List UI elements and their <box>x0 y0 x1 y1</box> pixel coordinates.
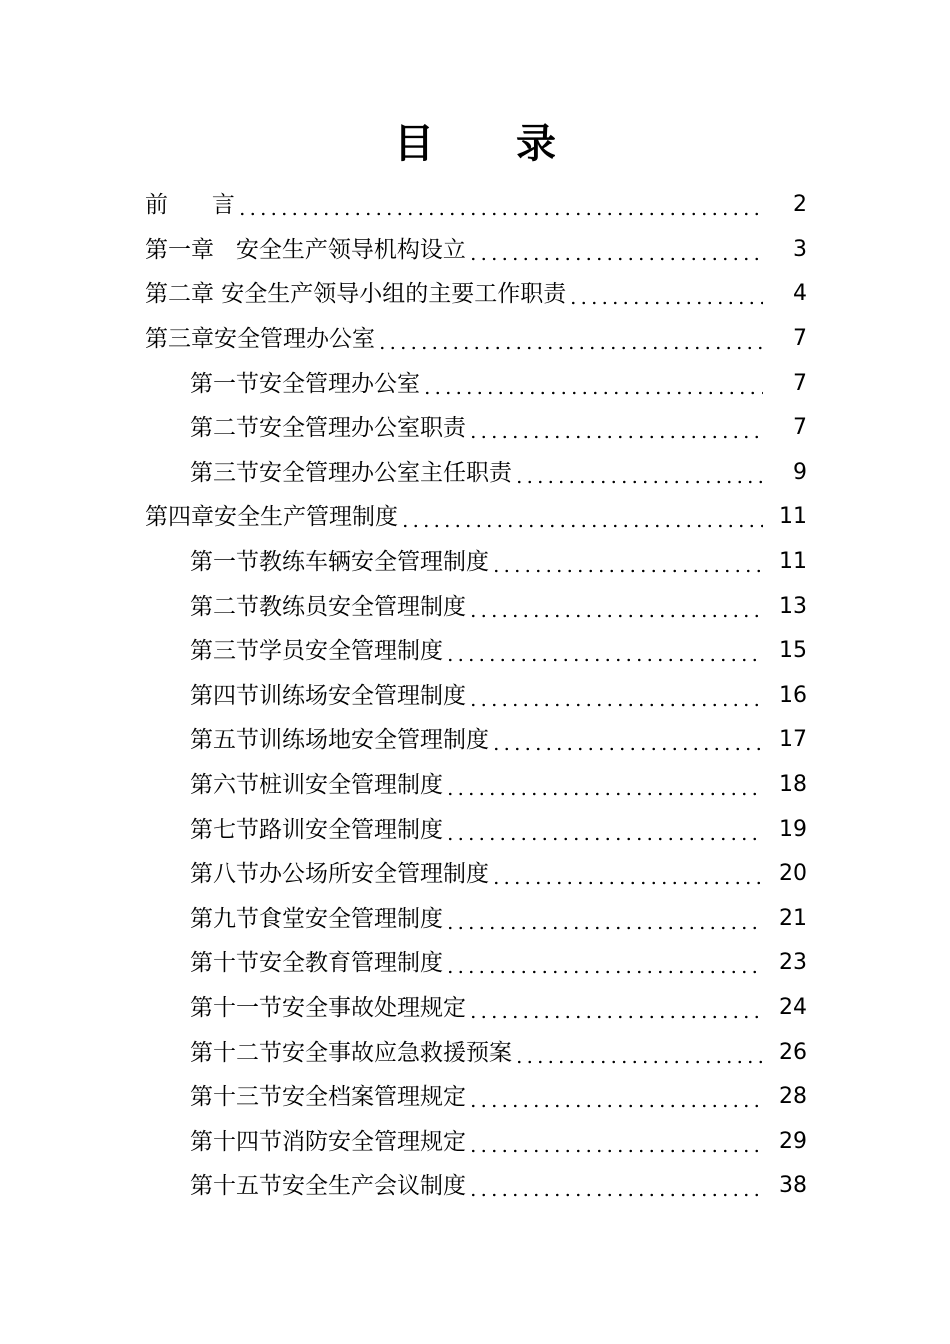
dot-leader <box>514 1038 763 1068</box>
dot-leader <box>491 859 763 889</box>
toc-entry-label: 第三章安全管理办公室 <box>145 326 375 353</box>
toc-entry-page-number: 26 <box>779 1039 807 1065</box>
dot-leader <box>445 904 763 934</box>
toc-entry-page-number: 9 <box>793 459 807 485</box>
dot-leader <box>468 235 763 265</box>
toc-entry-label: 第七节路训安全管理制度 <box>190 816 443 843</box>
toc-entry[interactable] <box>0 674 950 719</box>
dot-leader <box>445 948 763 978</box>
toc-entry[interactable] <box>0 852 950 897</box>
dot-leader <box>377 324 763 354</box>
toc-entry-label: 第一章 安全生产领导机构设立 <box>145 236 466 263</box>
dot-leader <box>468 993 763 1023</box>
toc-entry[interactable] <box>0 317 950 362</box>
toc-entry-label: 第五节训练场地安全管理制度 <box>190 727 489 754</box>
toc-entry[interactable] <box>0 941 950 986</box>
toc-entry-label: 前 言 <box>145 192 235 219</box>
toc-entry[interactable] <box>0 1075 950 1120</box>
dot-leader <box>445 770 763 800</box>
toc-entry-page-number: 7 <box>793 415 807 441</box>
toc-entry-label: 第十四节消防安全管理规定 <box>190 1128 466 1155</box>
toc-entry-label: 第六节桩训安全管理制度 <box>190 772 443 799</box>
toc-entry[interactable] <box>0 361 950 406</box>
toc-entry-page-number: 16 <box>779 682 807 708</box>
toc-entry-label: 第四章安全生产管理制度 <box>145 504 398 531</box>
dot-leader <box>468 592 763 622</box>
toc-entry-page-number: 3 <box>793 236 807 262</box>
dot-leader <box>422 369 763 399</box>
toc-entry-label: 第十五节安全生产会议制度 <box>190 1173 466 1200</box>
toc-entry-label: 第三节学员安全管理制度 <box>190 638 443 665</box>
dot-leader <box>445 636 763 666</box>
toc-entry-label: 第一节安全管理办公室 <box>190 370 420 397</box>
toc-entry-page-number: 13 <box>779 593 807 619</box>
toc-entry[interactable] <box>0 986 950 1031</box>
dot-leader <box>400 502 763 532</box>
dot-leader <box>445 815 763 845</box>
toc-entry-page-number: 4 <box>793 281 807 307</box>
toc-entry[interactable] <box>0 763 950 808</box>
toc-entry-page-number: 29 <box>779 1128 807 1154</box>
toc-entry-page-number: 18 <box>779 772 807 798</box>
toc-entry[interactable] <box>0 451 950 496</box>
toc-entry-label: 第四节训练场安全管理制度 <box>190 682 466 709</box>
dot-leader <box>568 279 763 309</box>
toc-entry-label: 第三节安全管理办公室主任职责 <box>190 459 512 486</box>
toc-entry-label: 第十二节安全事故应急救援预案 <box>190 1039 512 1066</box>
toc-entry-page-number: 11 <box>779 504 807 530</box>
toc-entry[interactable] <box>0 272 950 317</box>
toc-entry-page-number: 15 <box>779 638 807 664</box>
dot-leader <box>237 190 763 220</box>
toc-entry[interactable] <box>0 495 950 540</box>
toc-entry-label: 第一节教练车辆安全管理制度 <box>190 549 489 576</box>
dot-leader <box>468 1171 763 1201</box>
toc-entry[interactable] <box>0 228 950 273</box>
toc-entry[interactable] <box>0 1164 950 1209</box>
dot-leader <box>468 681 763 711</box>
dot-leader <box>468 413 763 443</box>
toc-entry-page-number: 24 <box>779 994 807 1020</box>
dot-leader <box>468 1082 763 1112</box>
toc-entry[interactable] <box>0 406 950 451</box>
toc-entry-page-number: 28 <box>779 1084 807 1110</box>
toc-entry[interactable] <box>0 540 950 585</box>
toc-entry-page-number: 20 <box>779 861 807 887</box>
toc-entry-page-number: 7 <box>793 370 807 396</box>
toc-entry[interactable] <box>0 629 950 674</box>
toc-entry-page-number: 2 <box>793 192 807 218</box>
toc-entry-label: 第二节安全管理办公室职责 <box>190 415 466 442</box>
toc-entry-page-number: 7 <box>793 326 807 352</box>
dot-leader <box>491 725 763 755</box>
toc-entry[interactable] <box>0 584 950 629</box>
page-title: 目 录 <box>394 121 590 167</box>
toc-entry-page-number: 21 <box>779 905 807 931</box>
toc-entry-page-number: 38 <box>779 1173 807 1199</box>
toc-entry-page-number: 19 <box>779 816 807 842</box>
toc-entry-label: 第十三节安全档案管理规定 <box>190 1084 466 1111</box>
toc-entry[interactable] <box>0 183 950 228</box>
dot-leader <box>468 1127 763 1157</box>
toc-entry-page-number: 23 <box>779 950 807 976</box>
dot-leader <box>491 547 763 577</box>
table-of-contents <box>0 183 950 1209</box>
toc-entry-label: 第二章 安全生产领导小组的主要工作职责 <box>145 281 567 308</box>
toc-entry[interactable] <box>0 1119 950 1164</box>
dot-leader <box>514 458 763 488</box>
toc-entry[interactable] <box>0 807 950 852</box>
toc-entry-label: 第十一节安全事故处理规定 <box>190 994 466 1021</box>
toc-entry-label: 第十节安全教育管理制度 <box>190 950 443 977</box>
toc-entry[interactable] <box>0 1030 950 1075</box>
toc-entry[interactable] <box>0 897 950 942</box>
toc-entry-label: 第八节办公场所安全管理制度 <box>190 861 489 888</box>
toc-entry-page-number: 11 <box>779 549 807 575</box>
toc-entry[interactable] <box>0 718 950 763</box>
toc-entry-label: 第二节教练员安全管理制度 <box>190 593 466 620</box>
toc-entry-page-number: 17 <box>779 727 807 753</box>
toc-entry-label: 第九节食堂安全管理制度 <box>190 905 443 932</box>
